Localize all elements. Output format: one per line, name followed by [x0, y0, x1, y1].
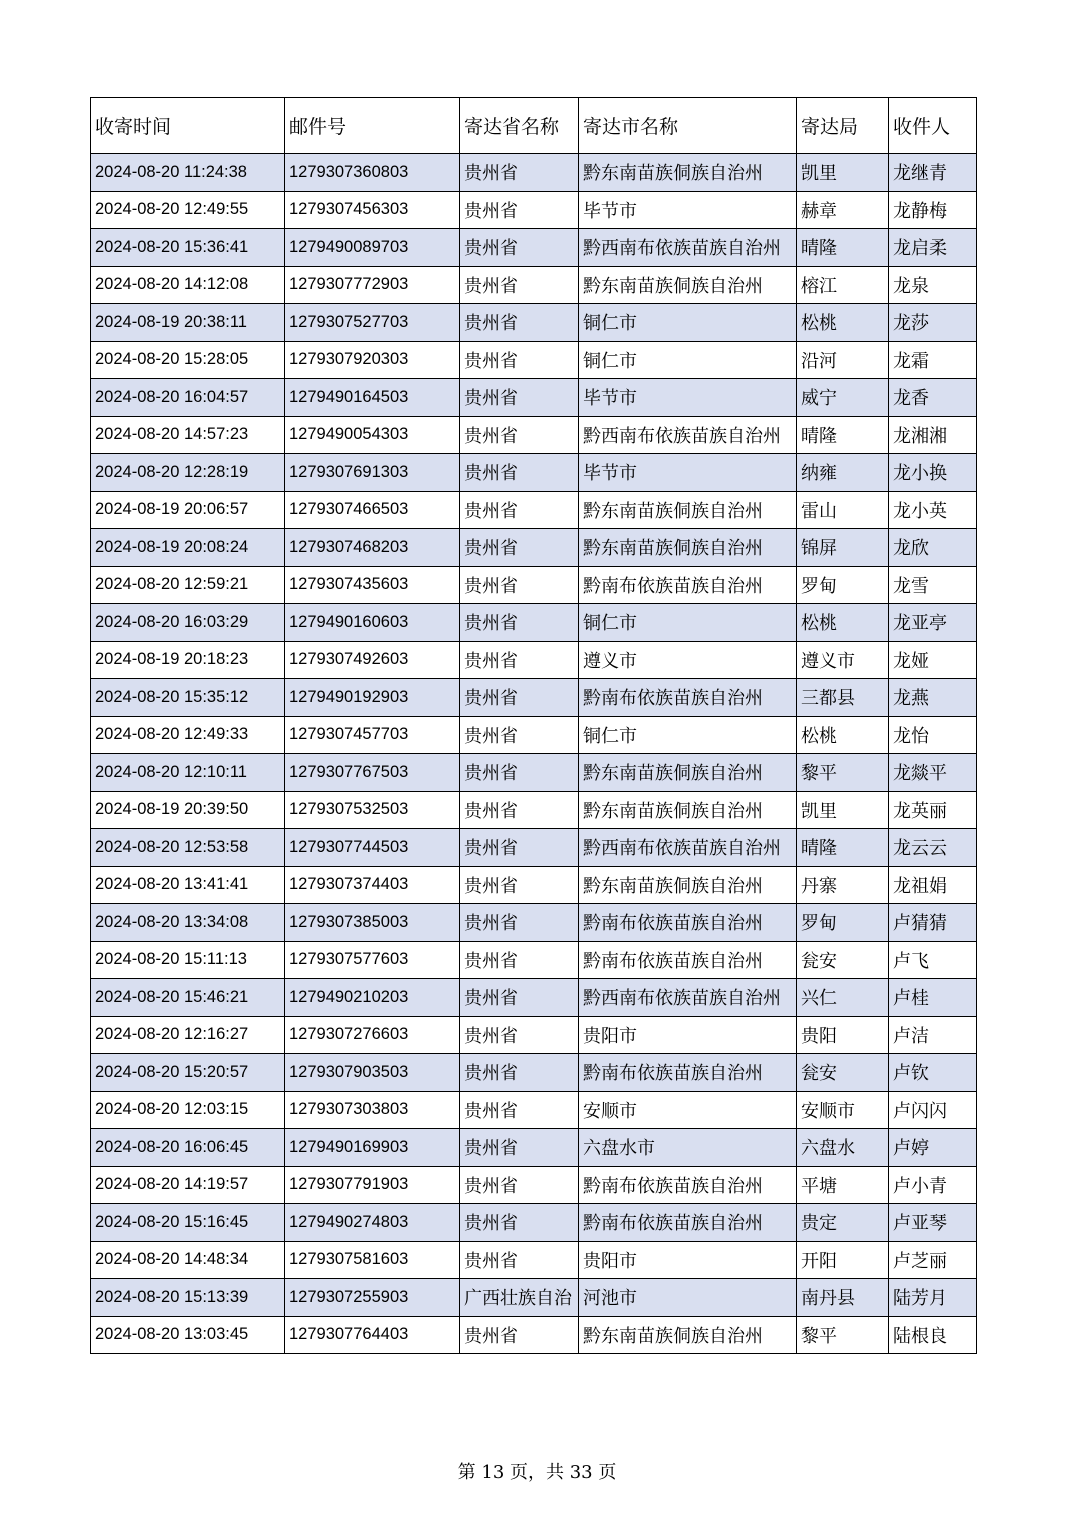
table-row: [91, 1204, 977, 1242]
cell-mail-no: 1279307457703: [285, 716, 460, 754]
cell-city: 河池市: [579, 1279, 797, 1317]
cell-recipient: 卢飞: [889, 941, 977, 979]
column-header-city: 寄达市名称: [579, 98, 797, 154]
cell-city: 黔东南苗族侗族自治州: [579, 754, 797, 792]
cell-recipient: 卢婷: [889, 1129, 977, 1167]
cell-recipient: 龙雪: [889, 566, 977, 604]
cell-time: 2024-08-19 20:08:24: [91, 529, 285, 567]
cell-office: 凯里: [797, 791, 889, 829]
cell-mail-no: 1279307581603: [285, 1241, 460, 1279]
cell-mail-no: 1279490160603: [285, 604, 460, 642]
cell-province: 贵州省: [460, 829, 579, 867]
table-row: [91, 941, 977, 979]
cell-mail-no: 1279307492603: [285, 641, 460, 679]
table-row: [91, 529, 977, 567]
cell-time: 2024-08-19 20:06:57: [91, 491, 285, 529]
cell-city: 黔南布依族苗族自治州: [579, 1054, 797, 1092]
cell-recipient: 龙燕: [889, 679, 977, 717]
cell-province: 贵州省: [460, 604, 579, 642]
cell-province: 贵州省: [460, 679, 579, 717]
cell-city: 铜仁市: [579, 716, 797, 754]
cell-province: 贵州省: [460, 1091, 579, 1129]
cell-mail-no: 1279307791903: [285, 1166, 460, 1204]
cell-recipient: 龙欣: [889, 529, 977, 567]
cell-recipient: 龙莎: [889, 304, 977, 342]
cell-recipient: 龙湘湘: [889, 416, 977, 454]
cell-office: 罗甸: [797, 904, 889, 942]
cell-office: 黎平: [797, 1316, 889, 1354]
cell-mail-no: 1279307435603: [285, 566, 460, 604]
cell-mail-no: 1279307456303: [285, 191, 460, 229]
cell-province: 贵州省: [460, 566, 579, 604]
cell-recipient: 陆根良: [889, 1316, 977, 1354]
cell-time: 2024-08-20 16:06:45: [91, 1129, 285, 1167]
cell-province: 贵州省: [460, 379, 579, 417]
cell-time: 2024-08-20 15:35:12: [91, 679, 285, 717]
cell-time: 2024-08-20 15:20:57: [91, 1054, 285, 1092]
cell-city: 贵阳市: [579, 1241, 797, 1279]
table-row: [91, 979, 977, 1017]
cell-office: 凯里: [797, 154, 889, 192]
cell-time: 2024-08-20 11:24:38: [91, 154, 285, 192]
cell-province: 贵州省: [460, 491, 579, 529]
cell-office: 平塘: [797, 1166, 889, 1204]
cell-time: 2024-08-20 12:16:27: [91, 1016, 285, 1054]
cell-mail-no: 1279307772903: [285, 266, 460, 304]
cell-province: 贵州省: [460, 191, 579, 229]
table-row: [91, 566, 977, 604]
cell-province: 贵州省: [460, 1241, 579, 1279]
table-row: [91, 454, 977, 492]
cell-province: 贵州省: [460, 1054, 579, 1092]
cell-recipient: 卢钦: [889, 1054, 977, 1092]
cell-city: 黔东南苗族侗族自治州: [579, 154, 797, 192]
cell-city: 毕节市: [579, 454, 797, 492]
table-row: [91, 1054, 977, 1092]
table-row: [91, 754, 977, 792]
cell-time: 2024-08-20 12:10:11: [91, 754, 285, 792]
cell-province: 贵州省: [460, 1166, 579, 1204]
table-row: [91, 1241, 977, 1279]
cell-office: 晴隆: [797, 416, 889, 454]
cell-time: 2024-08-20 15:46:21: [91, 979, 285, 1017]
table-body: [91, 154, 977, 1354]
cell-office: 晴隆: [797, 829, 889, 867]
cell-mail-no: 1279490169903: [285, 1129, 460, 1167]
cell-mail-no: 1279490192903: [285, 679, 460, 717]
cell-office: 南丹县: [797, 1279, 889, 1317]
cell-office: 丹寨: [797, 866, 889, 904]
cell-mail-no: 1279490089703: [285, 229, 460, 267]
cell-time: 2024-08-20 12:49:55: [91, 191, 285, 229]
cell-city: 黔东南苗族侗族自治州: [579, 529, 797, 567]
cell-office: 纳雍: [797, 454, 889, 492]
cell-city: 遵义市: [579, 641, 797, 679]
cell-mail-no: 1279307764403: [285, 1316, 460, 1354]
table-row: [91, 416, 977, 454]
cell-city: 黔南布依族苗族自治州: [579, 679, 797, 717]
cell-recipient: 龙云云: [889, 829, 977, 867]
cell-office: 沿河: [797, 341, 889, 379]
cell-province: 贵州省: [460, 979, 579, 1017]
cell-office: 榕江: [797, 266, 889, 304]
table-row: [91, 341, 977, 379]
cell-province: 贵州省: [460, 1129, 579, 1167]
cell-recipient: 卢桂: [889, 979, 977, 1017]
cell-office: 赫章: [797, 191, 889, 229]
cell-city: 铜仁市: [579, 604, 797, 642]
table-row: [91, 641, 977, 679]
cell-office: 贵定: [797, 1204, 889, 1242]
cell-province: 贵州省: [460, 941, 579, 979]
cell-province: 贵州省: [460, 304, 579, 342]
cell-time: 2024-08-20 12:59:21: [91, 566, 285, 604]
cell-mail-no: 1279307744503: [285, 829, 460, 867]
cell-recipient: 龙亚亭: [889, 604, 977, 642]
cell-province: 贵州省: [460, 454, 579, 492]
cell-mail-no: 1279307532503: [285, 791, 460, 829]
cell-recipient: 龙怡: [889, 716, 977, 754]
cell-time: 2024-08-20 16:04:57: [91, 379, 285, 417]
cell-recipient: 龙霜: [889, 341, 977, 379]
table-row: [91, 1091, 977, 1129]
cell-time: 2024-08-20 16:03:29: [91, 604, 285, 642]
cell-office: 罗甸: [797, 566, 889, 604]
cell-province: 贵州省: [460, 341, 579, 379]
cell-mail-no: 1279307691303: [285, 454, 460, 492]
cell-mail-no: 1279307903503: [285, 1054, 460, 1092]
cell-mail-no: 1279307374403: [285, 866, 460, 904]
cell-recipient: 龙继青: [889, 154, 977, 192]
table-row: [91, 229, 977, 267]
cell-city: 黔西南布依族苗族自治州: [579, 979, 797, 1017]
cell-office: 三都县: [797, 679, 889, 717]
cell-mail-no: 1279307360803: [285, 154, 460, 192]
cell-mail-no: 1279307577603: [285, 941, 460, 979]
cell-city: 黔南布依族苗族自治州: [579, 566, 797, 604]
column-header-office: 寄达局: [797, 98, 889, 154]
cell-mail-no: 1279307276603: [285, 1016, 460, 1054]
cell-city: 黔东南苗族侗族自治州: [579, 491, 797, 529]
cell-mail-no: 1279307920303: [285, 341, 460, 379]
cell-province: 贵州省: [460, 904, 579, 942]
cell-time: 2024-08-20 12:53:58: [91, 829, 285, 867]
cell-city: 安顺市: [579, 1091, 797, 1129]
cell-recipient: 陆芳月: [889, 1279, 977, 1317]
table-row: [91, 379, 977, 417]
cell-mail-no: 1279307527703: [285, 304, 460, 342]
cell-province: 贵州省: [460, 529, 579, 567]
cell-office: 黎平: [797, 754, 889, 792]
cell-province: 广西壮族自治: [460, 1279, 579, 1317]
cell-office: 晴隆: [797, 229, 889, 267]
table-row: [91, 154, 977, 192]
cell-city: 黔西南布依族苗族自治州: [579, 829, 797, 867]
cell-city: 黔东南苗族侗族自治州: [579, 866, 797, 904]
column-header-recipient: 收件人: [889, 98, 977, 154]
cell-province: 贵州省: [460, 1016, 579, 1054]
cell-province: 贵州省: [460, 641, 579, 679]
cell-recipient: 龙静梅: [889, 191, 977, 229]
cell-recipient: 龙启柔: [889, 229, 977, 267]
cell-recipient: 龙泉: [889, 266, 977, 304]
table-row: [91, 1129, 977, 1167]
table-row: [91, 866, 977, 904]
cell-time: 2024-08-20 15:13:39: [91, 1279, 285, 1317]
cell-city: 黔西南布依族苗族自治州: [579, 416, 797, 454]
cell-time: 2024-08-20 13:03:45: [91, 1316, 285, 1354]
cell-mail-no: 1279307767503: [285, 754, 460, 792]
cell-time: 2024-08-20 12:28:19: [91, 454, 285, 492]
cell-mail-no: 1279490054303: [285, 416, 460, 454]
cell-time: 2024-08-20 14:12:08: [91, 266, 285, 304]
cell-time: 2024-08-19 20:38:11: [91, 304, 285, 342]
cell-office: 六盘水: [797, 1129, 889, 1167]
cell-time: 2024-08-19 20:39:50: [91, 791, 285, 829]
cell-time: 2024-08-20 13:41:41: [91, 866, 285, 904]
table-row: [91, 304, 977, 342]
cell-recipient: 龙香: [889, 379, 977, 417]
column-header-province: 寄达省名称: [460, 98, 579, 154]
table-row: [91, 1316, 977, 1354]
cell-office: 瓮安: [797, 1054, 889, 1092]
cell-office: 松桃: [797, 304, 889, 342]
cell-province: 贵州省: [460, 1316, 579, 1354]
cell-time: 2024-08-20 12:49:33: [91, 716, 285, 754]
cell-city: 黔南布依族苗族自治州: [579, 1204, 797, 1242]
cell-office: 锦屏: [797, 529, 889, 567]
cell-recipient: 卢亚琴: [889, 1204, 977, 1242]
cell-recipient: 龙燚平: [889, 754, 977, 792]
table-row: [91, 1016, 977, 1054]
cell-city: 黔西南布依族苗族自治州: [579, 229, 797, 267]
cell-time: 2024-08-20 15:36:41: [91, 229, 285, 267]
cell-office: 威宁: [797, 379, 889, 417]
cell-city: 黔东南苗族侗族自治州: [579, 791, 797, 829]
cell-time: 2024-08-20 12:03:15: [91, 1091, 285, 1129]
cell-time: 2024-08-20 14:19:57: [91, 1166, 285, 1204]
mail-records-table: [90, 97, 977, 1354]
cell-time: 2024-08-20 15:11:13: [91, 941, 285, 979]
cell-province: 贵州省: [460, 866, 579, 904]
cell-province: 贵州省: [460, 229, 579, 267]
cell-office: 瓮安: [797, 941, 889, 979]
cell-recipient: 龙娅: [889, 641, 977, 679]
table-row: [91, 1166, 977, 1204]
cell-office: 贵阳: [797, 1016, 889, 1054]
cell-recipient: 龙小换: [889, 454, 977, 492]
cell-recipient: 卢闪闪: [889, 1091, 977, 1129]
cell-office: 松桃: [797, 716, 889, 754]
page-number-footer: 第 13 页，共 33 页: [457, 1462, 617, 1483]
cell-recipient: 卢小青: [889, 1166, 977, 1204]
cell-time: 2024-08-20 14:48:34: [91, 1241, 285, 1279]
cell-mail-no: 1279307303803: [285, 1091, 460, 1129]
cell-recipient: 卢洁: [889, 1016, 977, 1054]
cell-province: 贵州省: [460, 754, 579, 792]
cell-office: 松桃: [797, 604, 889, 642]
cell-mail-no: 1279307385003: [285, 904, 460, 942]
cell-office: 开阳: [797, 1241, 889, 1279]
cell-province: 贵州省: [460, 416, 579, 454]
cell-city: 黔南布依族苗族自治州: [579, 1166, 797, 1204]
cell-province: 贵州省: [460, 791, 579, 829]
column-header-time: 收寄时间: [91, 98, 285, 154]
cell-recipient: 卢猜猜: [889, 904, 977, 942]
cell-mail-no: 1279490164503: [285, 379, 460, 417]
cell-recipient: 卢芝丽: [889, 1241, 977, 1279]
table-row: [91, 679, 977, 717]
cell-city: 六盘水市: [579, 1129, 797, 1167]
table-row: [91, 491, 977, 529]
cell-time: 2024-08-20 13:34:08: [91, 904, 285, 942]
cell-mail-no: 1279307255903: [285, 1279, 460, 1317]
cell-mail-no: 1279307468203: [285, 529, 460, 567]
table-row: [91, 791, 977, 829]
cell-city: 毕节市: [579, 191, 797, 229]
cell-city: 铜仁市: [579, 341, 797, 379]
table-header-row: [91, 98, 977, 154]
cell-province: 贵州省: [460, 266, 579, 304]
cell-recipient: 龙祖娟: [889, 866, 977, 904]
cell-mail-no: 1279490210203: [285, 979, 460, 1017]
cell-city: 黔东南苗族侗族自治州: [579, 1316, 797, 1354]
cell-office: 遵义市: [797, 641, 889, 679]
table-row: [91, 716, 977, 754]
cell-city: 毕节市: [579, 379, 797, 417]
cell-city: 贵阳市: [579, 1016, 797, 1054]
cell-city: 铜仁市: [579, 304, 797, 342]
column-header-mail-no: 邮件号: [285, 98, 460, 154]
cell-mail-no: 1279490274803: [285, 1204, 460, 1242]
table-row: [91, 266, 977, 304]
cell-province: 贵州省: [460, 1204, 579, 1242]
table-row: [91, 604, 977, 642]
table-row: [91, 1279, 977, 1317]
cell-office: 兴仁: [797, 979, 889, 1017]
cell-recipient: 龙英丽: [889, 791, 977, 829]
cell-office: 安顺市: [797, 1091, 889, 1129]
table-row: [91, 904, 977, 942]
cell-mail-no: 1279307466503: [285, 491, 460, 529]
cell-city: 黔南布依族苗族自治州: [579, 941, 797, 979]
cell-time: 2024-08-20 15:28:05: [91, 341, 285, 379]
cell-time: 2024-08-19 20:18:23: [91, 641, 285, 679]
cell-province: 贵州省: [460, 716, 579, 754]
cell-province: 贵州省: [460, 154, 579, 192]
table-row: [91, 829, 977, 867]
cell-time: 2024-08-20 14:57:23: [91, 416, 285, 454]
cell-time: 2024-08-20 15:16:45: [91, 1204, 285, 1242]
cell-recipient: 龙小英: [889, 491, 977, 529]
cell-city: 黔东南苗族侗族自治州: [579, 266, 797, 304]
cell-city: 黔南布依族苗族自治州: [579, 904, 797, 942]
table-row: [91, 191, 977, 229]
cell-office: 雷山: [797, 491, 889, 529]
